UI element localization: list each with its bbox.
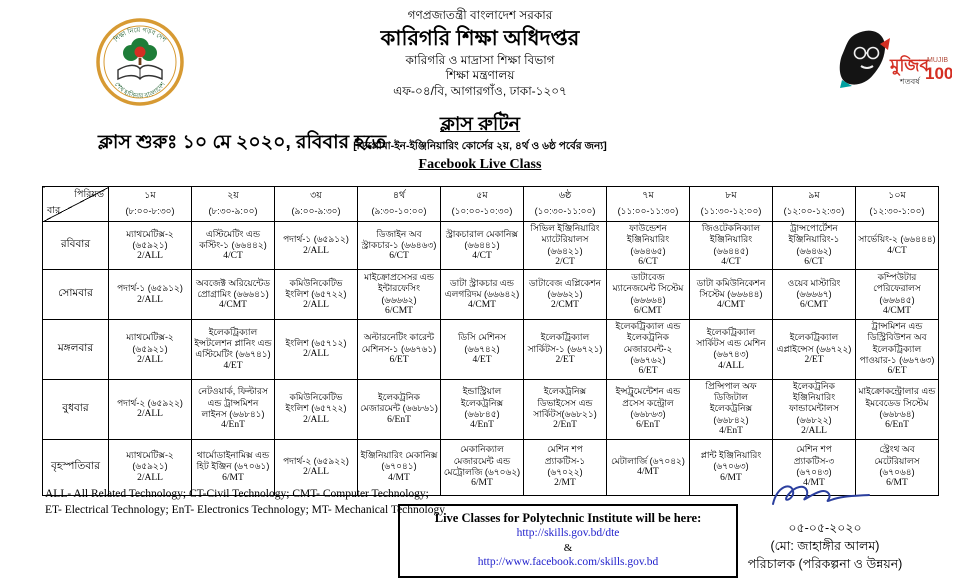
- class-cell: ইলেকট্রিক্যাল সার্কিটস এন্ড মেশিন (৬৬৭৪৩) 4/ALL: [690, 320, 773, 379]
- live-classes-box: [398, 504, 738, 578]
- class-cell: ট্রান্সমিশন এন্ড ডিস্ট্রিবিউশন অব ইলেকট্রিক্যাল পাওয়ার-১ (৬৬৭৬৩) 6/ET: [856, 320, 939, 379]
- class-cell: ইংলিশ (৬৫৭১২) 2/ALL: [275, 320, 358, 379]
- class-cell: প্রিন্সিপাল অফ ডিজিটাল ইলেকট্রনিক্স (৬৬৮৪২) 4/EnT: [690, 379, 773, 439]
- period-header-7: ৭ম (১১:০০-১১:৩০): [607, 187, 690, 222]
- day-label: বৃহস্পতিবার: [43, 439, 109, 495]
- seal-rim-text-top: শিক্ষা নিয়ে গড়ব দেশ: [112, 26, 168, 44]
- class-cell: মেটালার্জি (৬৭০৪২) 4/MT: [607, 439, 690, 495]
- period-header-10: ১০ম (১২:৩০-১:০০): [856, 187, 939, 222]
- class-cell: ম্যাথমেটিক্স-২ (৬৫৯২১) 2/ALL: [109, 222, 192, 270]
- class-cell: স্ট্রেংথ অব মেটেরিয়ালস (৬৭০৬৪) 6/MT: [856, 439, 939, 495]
- routine-title: ক্লাস রুটিন: [440, 114, 520, 135]
- day-label: সোমবার: [43, 270, 109, 320]
- class-cell: ইলেকট্রিক্যাল এপ্লাইন্সেস (৬৬৭২২) 2/ET: [773, 320, 856, 379]
- class-cell: কমিউনিকেটিভ ইংলিশ (৬৫৭২২) 2/ALL: [275, 270, 358, 320]
- routine-subtitle: [ডিপ্লোমা-ইন-ইঞ্জিনিয়ারিং কোর্সের ২য়, ৪র্থ ও ৬ষ্ঠ পর্বের জন্য]: [353, 140, 607, 152]
- class-cell: পদার্থ-২ (৬৫৯২২) 2/ALL: [109, 379, 192, 439]
- facebook-live-label: Facebook Live Class: [418, 157, 542, 172]
- class-cell: জিওটেকনিক্যাল ইঞ্জিনিয়ারিং (৬৬৪৪৫) 4/CT: [690, 222, 773, 270]
- class-cell: ইঞ্জিনিয়ারিং মেকানিক্স (৬৭০৪১) 4/MT: [358, 439, 441, 495]
- mujib-year-text: শতবর্ষ: [900, 77, 920, 86]
- govt-line: গণপ্রজাতন্ত্রী বাংলাদেশ সরকার: [407, 8, 553, 22]
- class-cell: কমিউনিকেটিভ ইংলিশ (৬৫৭২২) 2/ALL: [275, 379, 358, 439]
- org-title: কারিগরি শিক্ষা অধিদপ্তর: [380, 26, 580, 50]
- class-start-note: ক্লাস শুরুঃ ১০ মে ২০২০, রবিবার হতে: [98, 132, 387, 153]
- class-cell: মাইক্রোপ্রসেসর এন্ড ইন্টারফেসিং (৬৬৬৬২) 6/CMT: [358, 270, 441, 320]
- period-header-4: ৪র্থ (৯:৩০-১০:০০): [358, 187, 441, 222]
- class-cell: নেটওয়ার্ক, ফিল্টারস এন্ড ট্রান্সমিশন লাইনস (৬৬৮৪১) 4/EnT: [192, 379, 275, 439]
- day-label: বুধবার: [43, 379, 109, 439]
- mujib-bn-text: মুজিব: [890, 56, 929, 75]
- class-cell: ডাটা স্ট্রাকচার এন্ড এলগরিদম (৬৬৬৪২) 4/CMT: [441, 270, 524, 320]
- period-header-row: [43, 187, 939, 222]
- class-cell: ডাটা কমিউনিকেশন সিস্টেম (৬৬৬৪৪) 4/CMT: [690, 270, 773, 320]
- day-label: রবিবার: [43, 222, 109, 270]
- class-cell: এস্টিমেটিং এন্ড কস্টিং-১ (৬৬৪৪২) 4/CT: [192, 222, 275, 270]
- address-line: এফ-০৪/বি, আগারগাঁও, ঢাকা-১২০৭: [393, 84, 567, 99]
- live-box-title: Live Classes for Polytechnic Institute will be here:: [434, 511, 702, 525]
- day-row-4: [43, 379, 939, 439]
- class-cell: পদার্থ-১ (৬৫৯১২) 2/ALL: [109, 270, 192, 320]
- class-cell: ম্যাথমেটিক্স-২ (৬৫৯২১) 2/ALL: [109, 320, 192, 379]
- class-cell: প্লান্ট ইঞ্জিনিয়ারিং (৬৭০৬৩) 6/MT: [690, 439, 773, 495]
- period-header-6: ৬ষ্ঠ (১০:৩০-১১:০০): [524, 187, 607, 222]
- class-cell: পদার্থ-২ (৬৫৯২২) 2/ALL: [275, 439, 358, 495]
- class-cell: পদার্থ-১ (৬৫৯১২) 2/ALL: [275, 222, 358, 270]
- class-cell: ওয়েব মাস্টারিং (৬৬৬৬৭) 6/CMT: [773, 270, 856, 320]
- class-cell: মেশিন শপ প্র্যাকটিস-৩ (৬৭০৪৩) 4/MT: [773, 439, 856, 495]
- corner-period-label: পিরিয়ড: [74, 189, 104, 200]
- facebook-link[interactable]: http://www.facebook.com/skills.gov.bd: [477, 555, 659, 568]
- class-cell: ডিজাইন অব স্ট্রাকচার-১ (৬৬৪৬৩) 6/CT: [358, 222, 441, 270]
- ampersand: &: [563, 541, 573, 554]
- period-header-8: ৮ম (১১:৩০-১২:০০): [690, 187, 773, 222]
- class-cell: ডিসি মেশিনস (৬৬৭৪২) 4/ET: [441, 320, 524, 379]
- signature-block: [710, 478, 940, 574]
- class-cell: থার্মোডাইনামিক্স এন্ড হিট ইঞ্জিন (৬৭০৬১) 6/MT: [192, 439, 275, 495]
- class-cell: সার্ভেয়িং-২ (৬৬৪৪৪) 4/CT: [856, 222, 939, 270]
- class-cell: ইলেকট্রিক্যাল ইন্সটলেশন প্লানিং এন্ড এস্টিমেটিং (৬৬৭৪১) 4/ET: [192, 320, 275, 379]
- class-cell: ইন্ডাস্ট্রিয়াল ইলেকট্রনিক্স (৬৬৮৪৫) 4/EnT: [441, 379, 524, 439]
- class-cell: ম্যাথমেটিক্স-২ (৬৫৯২১) 2/ALL: [109, 439, 192, 495]
- period-header-2: ২য় (৮:৩০-৯:০০): [192, 187, 275, 222]
- period-header-5: ৫ম (১০:০০-১০:৩০): [441, 187, 524, 222]
- class-cell: ইলেকট্রনিক্স ডিভাইসেস এন্ড সার্কিটস(৬৬৮২১) 2/EnT: [524, 379, 607, 439]
- period-header-3: ৩য় (৯:০০-৯:৩০): [275, 187, 358, 222]
- signatory-name: (মো: জাহাঙ্গীর আলম): [770, 539, 880, 554]
- letterhead: [0, 8, 960, 100]
- class-cell: স্ট্রাকচারাল মেকানিক্স (৬৬৪৪১) 4/CT: [441, 222, 524, 270]
- class-cell: অবজেক্ট অরিয়েন্টেড প্রোগ্রামিং (৬৬৬৪১) 4/CMT: [192, 270, 275, 320]
- class-cell: ইলেকট্রনিক ইঞ্জিনিয়ারিং ফান্ডামেন্টালস (৬৬৮২২) 2/ALL: [773, 379, 856, 439]
- class-cell: ইলেকট্রিক্যাল এন্ড ইলেকট্রনিক মেজারমেন্ট-২ (৬৬৭৬২) 6/ET: [607, 320, 690, 379]
- class-cell: ডাটাবেজ ম্যানেজমেন্ট সিস্টেম (৬৬৬৬৪) 6/CMT: [607, 270, 690, 320]
- signature-icon: [765, 478, 885, 512]
- class-cell: ডাটাবেজ এপ্লিকেশন (৬৬৬২১) 2/CMT: [524, 270, 607, 320]
- day-row-2: [43, 270, 939, 320]
- signatory-role: পরিচালক (পরিকল্পনা ও উন্নয়ন): [747, 557, 903, 572]
- technology-legend: [45, 487, 445, 518]
- class-cell: ট্রান্সপোর্টেশন ইঞ্জিনিয়ারিং-১ (৬৬৪৬২) 6/CT: [773, 222, 856, 270]
- routine-table: [42, 186, 939, 496]
- class-cell: ইলেকট্রিক্যাল সার্কিটস-১ (৬৬৭২১) 2/ET: [524, 320, 607, 379]
- legend-line-2: ET- Electrical Technology; EnT- Electronics Technology; MT- Mechanical Technology: [45, 503, 445, 516]
- class-cell: ফাউন্ডেশন ইঞ্জিনিয়ারিং (৬৬৪৬৫) 6/CT: [607, 222, 690, 270]
- period-header-9: ৯ম (১২:০০-১২:৩০): [773, 187, 856, 222]
- class-cell: অল্টারনেটিং কারেন্ট মেশিনস-১ (৬৬৭৬১) 6/ET: [358, 320, 441, 379]
- class-cell: ইন্সট্রুমেন্টেশন এন্ড প্রসেস কন্ট্রোল (৬৬৮৬৩) 6/EnT: [607, 379, 690, 439]
- day-row-3: [43, 320, 939, 379]
- division-line: কারিগরি ও মাদ্রাসা শিক্ষা বিভাগ: [405, 52, 555, 67]
- signature-date: ০৫-০৫-২০২০: [788, 521, 862, 536]
- class-cell: মাইক্রোকন্ট্রোলার এন্ড ইমবেডেড সিস্টেম (৬৬৮৬৪) 6/EnT: [856, 379, 939, 439]
- corner-cell: [43, 187, 109, 222]
- corner-day-label: বার: [47, 205, 61, 216]
- class-cell: সিভিল ইঞ্জিনিয়ারিং ম্যাটেরিয়ালস (৬৬৪২১) 2/CT: [524, 222, 607, 270]
- day-label: মঙ্গলবার: [43, 320, 109, 379]
- class-cell: মেশিন শপ প্র্যাকটিস-১ (৬৭০২২) 2/MT: [524, 439, 607, 495]
- legend-line-1: ALL- All Related Technology; CT-Civil Technology; CMT- Computer Technology;: [45, 488, 429, 500]
- class-cell: কম্পিউটার পেরিফেরালস (৬৬৬৪৫) 4/CMT: [856, 270, 939, 320]
- day-row-1: [43, 222, 939, 270]
- seal-rim-text-bottom: শেখ হাসিনার বাংলাদেশ: [112, 81, 167, 101]
- skills-link[interactable]: http://skills.gov.bd/dte: [516, 527, 620, 539]
- period-header-1: ১ম (৮:০০-৮:৩০): [109, 187, 192, 222]
- mujib-en-text: MUJIB: [927, 57, 948, 64]
- ministry-line: শিক্ষা মন্ত্রণালয়: [445, 68, 515, 83]
- class-cell: মেকানিক্যাল মেজারমেন্ট এন্ড মেট্রোলজি (৬৭০৬২) 6/MT: [441, 439, 524, 495]
- mujib-100-text: 100: [925, 64, 952, 83]
- class-cell: ইলেকট্রনিক মেজারমেন্ট (৬৬৮৬১) 6/EnT: [358, 379, 441, 439]
